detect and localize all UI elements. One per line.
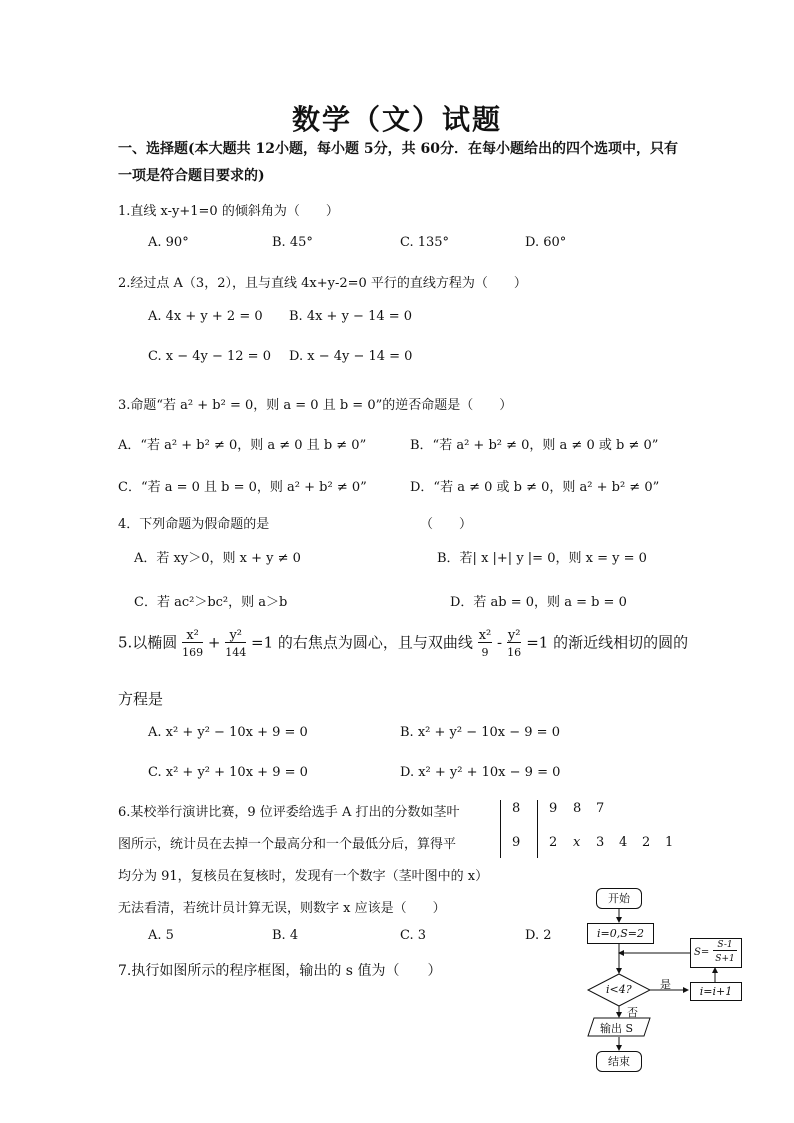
denominator: 16 [507, 646, 522, 659]
q6-stem-line1: 6.某校举行演讲比赛，9 位评委给选手 A 打出的分数如茎叶 [118, 805, 460, 820]
flowchart-no-label: 否 [627, 1006, 638, 1019]
assign-denominator: S+1 [715, 954, 735, 964]
flowchart-start: 开始 [596, 888, 642, 909]
q6-stem-line4: 无法看清，若统计员计算无误，则数字 x 应该是（ ） [118, 901, 446, 916]
q1-option-d: D. 60° [525, 235, 567, 250]
q5-option-b: B. x² + y² − 10x − 9 = 0 [400, 725, 560, 740]
q6-stem-line3: 均分为 91，复核员在复核时，发现有一个数字（茎叶图中的 x） [118, 869, 489, 884]
flowchart-init: i=0,S=2 [587, 923, 654, 944]
q6-option-a: A. 5 [148, 928, 174, 943]
q4-answer-paren: （ ） [420, 517, 473, 532]
q1-option-a: A. 90° [148, 235, 189, 250]
numerator: y² [507, 628, 521, 643]
leaf: 1 [665, 835, 674, 850]
leaf: 8 [573, 801, 582, 816]
q3-option-b: B．“若 a² + b² ≠ 0，则 a ≠ 0 或 b ≠ 0” [410, 438, 659, 453]
flowchart-yes-label: 是 [660, 978, 671, 991]
q5-hyperbola-y-fraction [507, 629, 522, 658]
leaf: 9 [549, 801, 558, 816]
q4-option-d: D．若 ab = 0，则 a = b = 0 [450, 595, 627, 610]
q5-stem [118, 629, 688, 658]
q2-stem: 2.经过点 A（3，2），且与直线 4x+y-2=0 平行的直线方程为（ ） [118, 276, 527, 291]
q5-option-a: A. x² + y² − 10x + 9 = 0 [148, 725, 308, 740]
q1-option-c: C. 135° [400, 235, 450, 250]
q4-option-c: C．若 ac²＞bc²，则 a＞b [134, 595, 288, 610]
denominator: 144 [225, 646, 247, 659]
leaf: 3 [596, 835, 605, 850]
q5-stem-line2: 方程是 [118, 690, 164, 708]
flowchart-condition: i<4? [606, 983, 632, 996]
q7-stem: 7.执行如图所示的程序框图，输出的 s 值为（ ） [118, 963, 442, 979]
section-header-line2: 一项是符合题目要求的) [118, 168, 265, 184]
q3-option-a: A．“若 a² + b² ≠ 0，则 a ≠ 0 且 b ≠ 0” [118, 438, 367, 453]
q3-option-c: C．“若 a = 0 且 b = 0，则 a² + b² ≠ 0” [118, 480, 367, 495]
stem-8: 8 [512, 801, 521, 816]
denominator: 9 [481, 646, 489, 659]
flowchart-assign [690, 938, 742, 968]
q1-stem: 1.直线 x-y+1=0 的倾斜角为（ ） [118, 204, 339, 219]
q6-stem-line2: 图所示，统计员在去掉一个最高分和一个最低分后，算得平 [118, 837, 457, 852]
q6-option-d: D. 2 [525, 928, 552, 943]
q5-hyperbola-x-fraction [478, 629, 493, 658]
leaf: 2 [549, 835, 558, 850]
q3-option-d: D．“若 a ≠ 0 或 b ≠ 0，则 a² + b² ≠ 0” [410, 480, 660, 495]
assign-lhs: S= [694, 947, 710, 958]
q5-prefix: 5.以椭圆 [118, 633, 178, 652]
assign-numerator: S-1 [713, 940, 737, 951]
q3-stem: 3.命题“若 a² + b² = 0，则 a = 0 且 b = 0”的逆否命题是（ ） [118, 398, 513, 413]
q6-option-c: C. 3 [400, 928, 427, 943]
q5-option-c: C. x² + y² + 10x + 9 = 0 [148, 765, 308, 780]
numerator: x² [478, 628, 492, 643]
q5-option-d: D. x² + y² + 10x − 9 = 0 [400, 765, 561, 780]
leaf: 4 [619, 835, 628, 850]
flowchart-end: 结束 [596, 1051, 642, 1072]
leaf: 2 [642, 835, 651, 850]
q6-option-b: B. 4 [272, 928, 299, 943]
stem-leaf-divider-left [500, 800, 501, 858]
leaf: 7 [596, 801, 605, 816]
q5-suffix: =1 的渐近线相切的圆的 [526, 633, 689, 652]
q1-option-b: B. 45° [272, 235, 313, 250]
q4-option-a: A．若 xy＞0，则 x + y ≠ 0 [134, 551, 301, 566]
q2-option-c: C. x − 4y − 12 = 0 [148, 349, 271, 364]
q2-option-b: B. 4x + y − 14 = 0 [289, 309, 413, 324]
q5-ellipse-y-fraction [225, 629, 246, 658]
q4-stem: 4．下列命题为假命题的是 [118, 517, 270, 532]
q4-option-b: B．若| x |+| y |= 0，则 x = y = 0 [437, 551, 647, 566]
q5-middle: =1 的右焦点为圆心，且与双曲线 [251, 633, 473, 652]
q5-plus: + [207, 633, 221, 652]
q2-option-a: A. 4x + y + 2 = 0 [148, 309, 263, 324]
q2-option-d: D. x − 4y − 14 = 0 [289, 349, 413, 364]
q5-ellipse-x-fraction [182, 629, 203, 658]
numerator: y² [225, 629, 246, 643]
denominator: 169 [182, 646, 204, 659]
q5-minus: - [497, 633, 503, 652]
leaf-unknown-x: x [573, 835, 581, 850]
stem-9: 9 [512, 835, 521, 850]
flowchart-output: 输出 S [600, 1022, 634, 1035]
page-title: 数学（文）试题 [291, 103, 502, 136]
stem-leaf-divider-right [537, 800, 538, 858]
flowchart-increment: i=i+1 [690, 982, 742, 1001]
numerator: x² [182, 629, 203, 643]
section-header-line1: 一、选择题(本大题共 12小题，每小题 5分，共 60分．在每小题给出的四个选项中，只有 [118, 141, 678, 157]
